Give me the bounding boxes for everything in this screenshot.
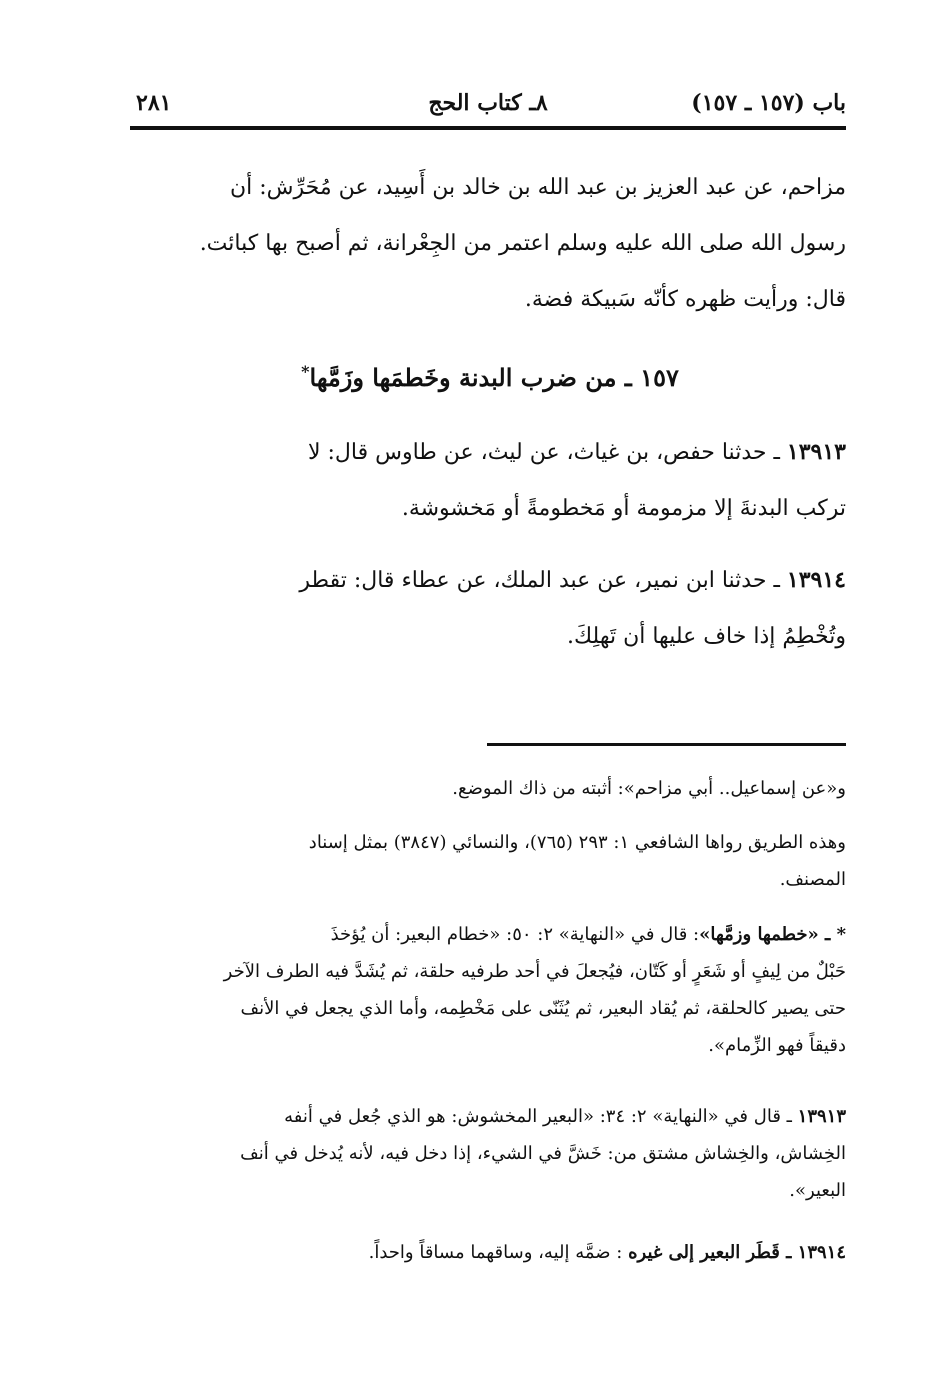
intro-line: رسول الله صلى الله عليه وسلم اعتمر من الجِعْرانة، ثم أصبح بها كبائت. bbox=[199, 231, 846, 256]
footnote-3 bbox=[134, 916, 846, 1064]
hadith-line bbox=[134, 552, 846, 609]
footnote-1 bbox=[134, 770, 846, 807]
footnote-line: حتى يصير كالحلقة، ثم يُقاد البعير، ثم يُثَنّى على مَخْطِمه، وأما الذي يجعل في الأنف bbox=[240, 998, 846, 1019]
footnote-line: دقيقاً فهو الزِّمام». bbox=[708, 1035, 846, 1056]
hadith-line: تركب البدنةَ إلا مزمومة أو مَخطومةً أو مَخشوشة. bbox=[401, 496, 846, 521]
footnote-head: ١٣٩١٤ ـ قَطَر البعير إلى غيره bbox=[628, 1242, 846, 1263]
footnote-line: و«عن إسماعيل.. أبي مزاحم»: أثبته من ذاك الموضع. bbox=[452, 778, 846, 799]
footnote-line bbox=[134, 1098, 846, 1135]
book-title: ٨ـ كتاب الحج bbox=[428, 90, 548, 116]
intro-line: مزاحم، عن عبد العزيز بن عبد الله بن خالد بن أَسِيد، عن مُحَرِّش: أن bbox=[229, 175, 846, 200]
footnote-marker: * bbox=[301, 362, 310, 381]
section-title-text: ـ من ضرب البدنة وخَطمَها وزَمَّها bbox=[309, 363, 632, 392]
footnote-head: ١٣٩١٣ bbox=[797, 1106, 846, 1127]
footnote-line: حَبْلٌ من لِيفٍ أو شَعَرٍ أو كَتّان، فيُجعلَ في أحد طرفيه حلقة، ثم يُشَدَّ فيه الطرف الآخر bbox=[223, 961, 846, 982]
hadith-13914 bbox=[134, 552, 846, 665]
footnote-2 bbox=[134, 824, 846, 898]
footnote-separator bbox=[487, 743, 846, 746]
footnote-line: وهذه الطريق رواها الشافعي ١: ٢٩٣ (٧٦٥)، والنسائي (٣٨٤٧) بمثل إسناد bbox=[308, 832, 846, 853]
running-header bbox=[130, 82, 846, 122]
footnote-line: البعير». bbox=[789, 1180, 846, 1201]
hadith-number: ١٣٩١٣ bbox=[786, 439, 846, 465]
intro-line: قال: ورأيت ظهره كأنّه سَبيكة فضة. bbox=[524, 287, 846, 312]
hadith-number: ١٣٩١٤ bbox=[786, 567, 846, 593]
page-number: ٢٨١ bbox=[136, 90, 172, 116]
header-rule bbox=[130, 126, 846, 130]
hadith-text: ـ حدثنا حفص، بن غياث، عن ليث، عن طاوس قال: لا bbox=[307, 440, 780, 465]
hadith-text: ـ حدثنا ابن نمير، عن عبد الملك، عن عطاء قال: تقطر bbox=[299, 568, 780, 593]
footnote-line bbox=[134, 1234, 846, 1271]
footnote-text: ـ قال في «النهاية» ٢: ٣٤: «البعير المخشوش: هو الذي جُعل في أنفه bbox=[284, 1106, 792, 1127]
footnote-line bbox=[134, 916, 846, 953]
section-number: ١٥٧ bbox=[640, 363, 679, 392]
hadith-line bbox=[134, 424, 846, 481]
footnote-text: : ضمَّه إليه، وساقهما مساقاً واحداً. bbox=[368, 1242, 623, 1263]
hadith-13913 bbox=[134, 424, 846, 537]
intro-paragraph bbox=[134, 160, 846, 328]
section-heading bbox=[134, 352, 846, 398]
footnote-4 bbox=[134, 1098, 846, 1209]
footnote-text: : قال في «النهاية» ٢: ٥٠: «خطام البعير: أن يُؤخذَ bbox=[330, 924, 700, 945]
footnote-head: * ـ «خطمها وزمَّها» bbox=[699, 924, 846, 945]
footnote-5 bbox=[134, 1234, 846, 1271]
chapter-range: باب (١٥٧ ـ ١٥٧) bbox=[691, 90, 846, 116]
footnote-line: المصنف. bbox=[779, 869, 846, 890]
footnote-line: الخِشاش، والخِشاش مشتق من: خَشَّ في الشيء، إذا دخل فيه، لأنه يُدخل في أنف bbox=[240, 1143, 846, 1164]
hadith-line: وتُخْطِمُ إذا خاف عليها أن تَهلِكَ. bbox=[567, 624, 846, 649]
